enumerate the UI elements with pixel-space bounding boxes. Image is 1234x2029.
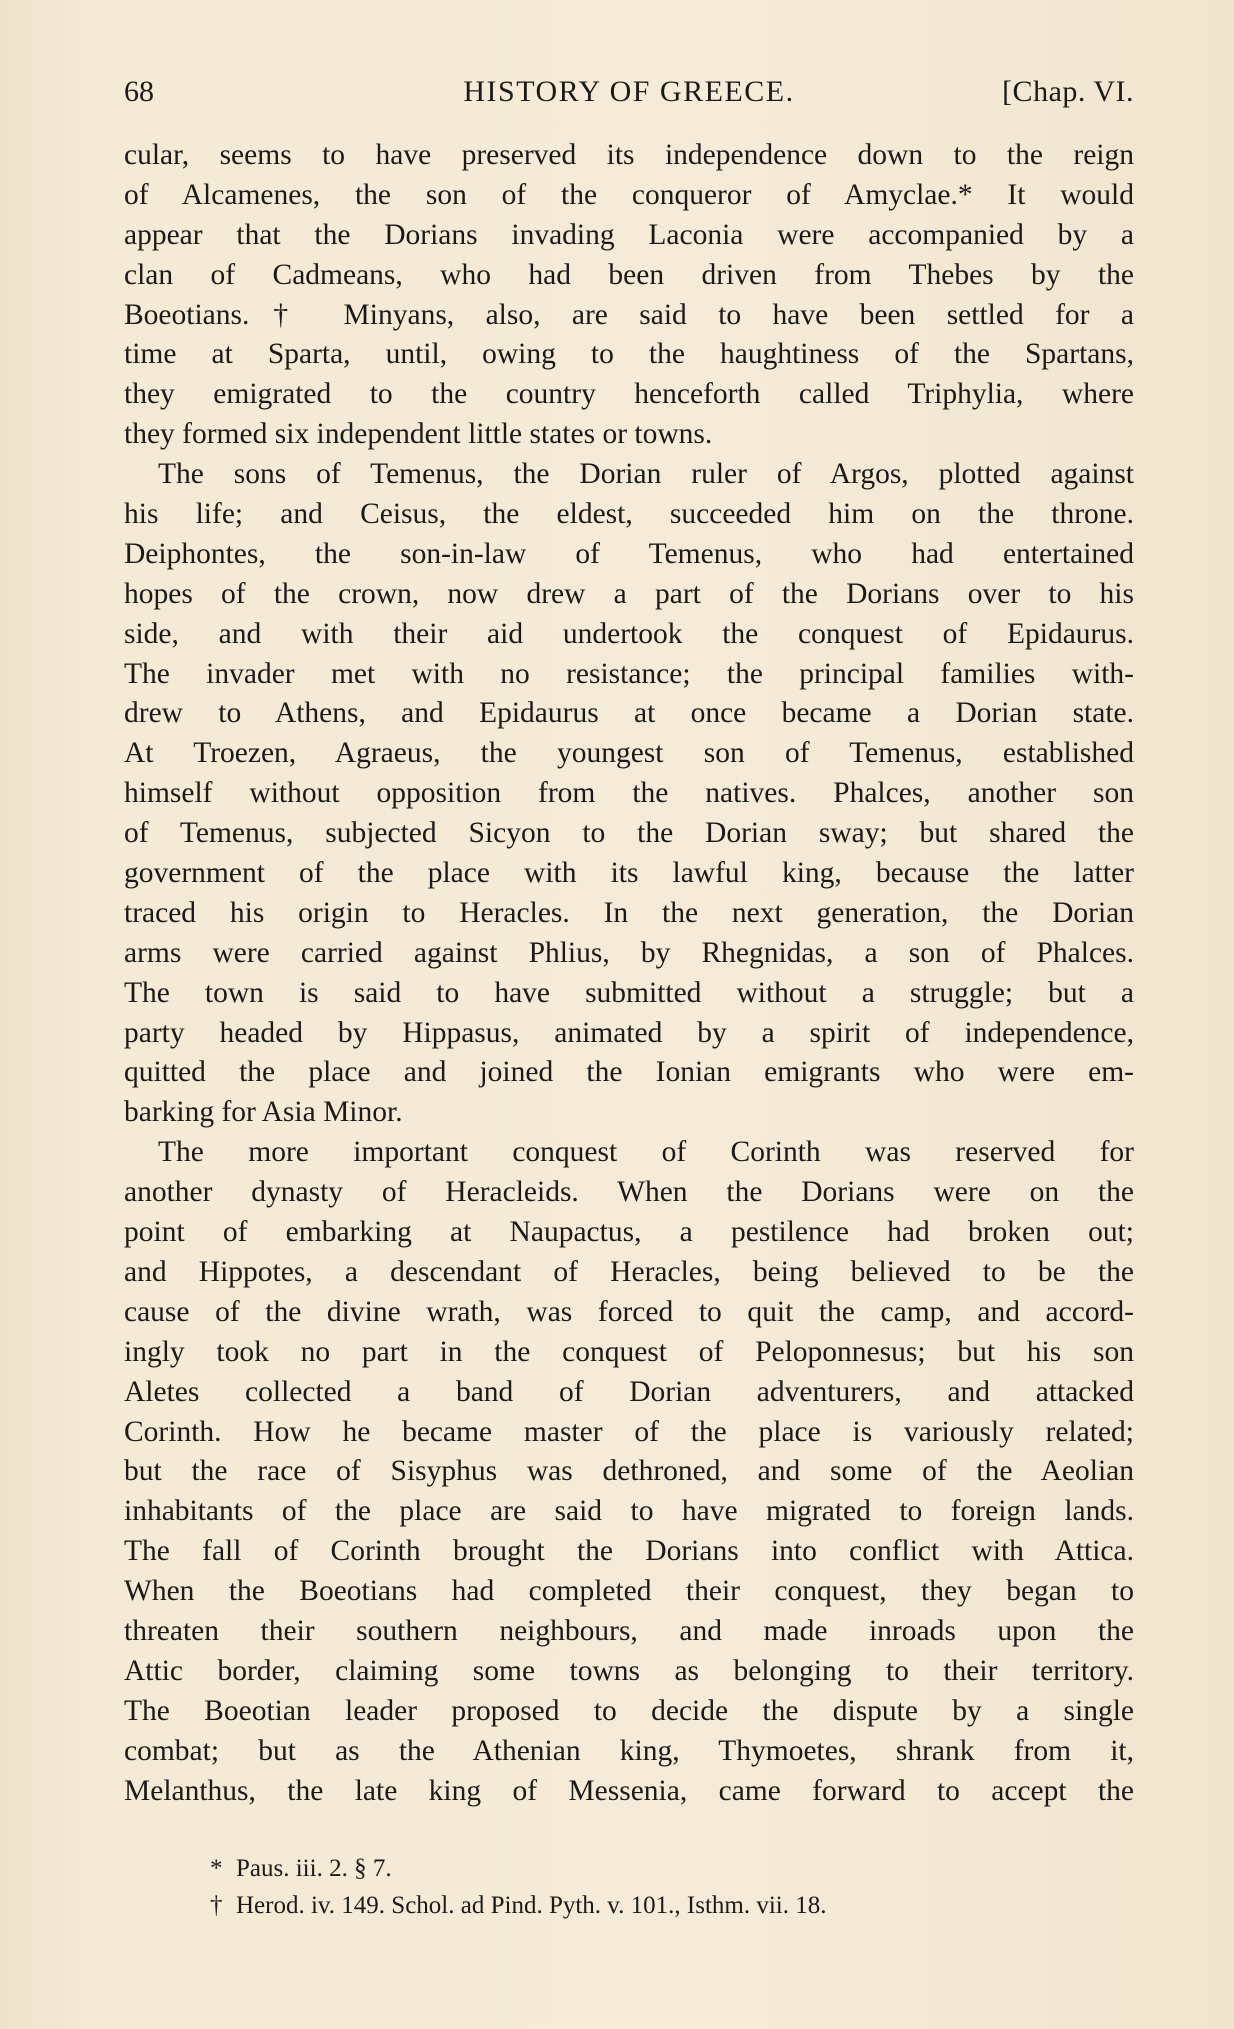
text-line: himself without opposition from the natives. Phalces, another son <box>124 777 1134 810</box>
text-line: At Troezen, Agraeus, the youngest son of Temenus, established <box>124 737 1134 770</box>
text-line: of Alcamenes, the son of the conqueror of Amyclae.* It would <box>124 178 1134 211</box>
running-title: HISTORY OF GREECE. <box>463 75 795 108</box>
text-line: hopes of the crown, now drew a part of the Dorians over to his <box>124 577 1134 610</box>
text-line: but the race of Sisyphus was dethroned, and some of the Aeolian <box>124 1455 1134 1488</box>
text-line: The more important conquest of Corinth was reserved for <box>158 1136 1134 1169</box>
text-line: barking for Asia Minor. <box>124 1096 403 1129</box>
text-line: Melanthus, the late king of Messenia, came forward to accept the <box>124 1774 1134 1807</box>
page-number: 68 <box>124 75 154 108</box>
text-line: arms were carried against Phlius, by Rhegnidas, a son of Phalces. <box>124 936 1134 969</box>
text-line: traced his origin to Heracles. In the next generation, the Dorian <box>124 896 1134 929</box>
text-line: Attic border, claiming some towns as belonging to their territory. <box>124 1654 1134 1687</box>
text-line: The sons of Temenus, the Dorian ruler of Argos, plotted against <box>158 458 1134 491</box>
body-text <box>124 136 1134 1811</box>
text-line: cular, seems to have preserved its independence down to the reign <box>124 139 1134 171</box>
text-line: The Boeotian leader proposed to decide the dispute by a single <box>124 1694 1134 1727</box>
text-line: The town is said to have submitted without a struggle; but a <box>124 976 1134 1009</box>
text-line: and Hippotes, a descendant of Heracles, being believed to be the <box>124 1255 1134 1288</box>
text-line: Aletes collected a band of Dorian adventurers, and attacked <box>124 1375 1134 1408</box>
text-line: When the Boeotians had completed their conquest, they began to <box>124 1575 1134 1608</box>
text-line: government of the place with its lawful king, because the latter <box>124 857 1134 890</box>
text-line: they formed six independent little states or towns. <box>124 418 713 451</box>
text-line: drew to Athens, and Epidaurus at once became a Dorian state. <box>124 697 1134 730</box>
running-header <box>124 70 1134 114</box>
footnote <box>210 1850 1110 1887</box>
text-line: side, and with their aid undertook the conquest of Epidaurus. <box>124 617 1134 650</box>
footnotes <box>210 1850 1110 1924</box>
footnote <box>210 1887 1110 1924</box>
text-line: threaten their southern neighbours, and made inroads upon the <box>124 1614 1134 1647</box>
text-line: appear that the Dorians invading Laconia were accompanied by a <box>124 218 1134 251</box>
text-line: cause of the divine wrath, was forced to quit the camp, and accord- <box>124 1295 1134 1328</box>
footnote-text: Paus. iii. 2. § 7. <box>236 1855 392 1882</box>
footnote-mark: † <box>210 1892 223 1919</box>
text-line: ingly took no part in the conquest of Peloponnesus; but his son <box>124 1335 1134 1368</box>
text-line: point of embarking at Naupactus, a pestilence had broken out; <box>124 1216 1134 1249</box>
footnote-text: Herod. iv. 149. Schol. ad Pind. Pyth. v. 101., Isthm. vii. 18. <box>236 1892 827 1919</box>
text-line: The fall of Corinth brought the Dorians into conflict with Attica. <box>124 1535 1134 1568</box>
text-line: time at Sparta, until, owing to the haughtiness of the Spartans, <box>124 338 1134 371</box>
chapter-label: [Chap. VI. <box>1002 75 1134 108</box>
text-line: Corinth. How he became master of the place is variously related; <box>124 1415 1134 1448</box>
text-line: of Temenus, subjected Sicyon to the Dorian sway; but shared the <box>124 817 1134 850</box>
text-line: Boeotians.† Minyans, also, are said to have been settled for a <box>124 298 1134 331</box>
text-line: party headed by Hippasus, animated by a spirit of independence, <box>124 1016 1134 1049</box>
text-line: another dynasty of Heracleids. When the Dorians were on the <box>124 1176 1134 1209</box>
text-line: his life; and Ceisus, the eldest, succeeded him on the throne. <box>124 498 1134 531</box>
text-line: clan of Cadmeans, who had been driven from Thebes by the <box>124 258 1134 291</box>
text-line: inhabitants of the place are said to have migrated to foreign lands. <box>124 1495 1134 1528</box>
footnote-mark: * <box>210 1855 223 1882</box>
text-line: they emigrated to the country henceforth called Triphylia, where <box>124 378 1134 411</box>
text-line: combat; but as the Athenian king, Thymoetes, shrank from it, <box>124 1734 1134 1767</box>
text-line: The invader met with no resistance; the principal families with- <box>124 657 1134 690</box>
text-line: Deiphontes, the son-in-law of Temenus, who had entertained <box>124 537 1134 570</box>
text-line: quitted the place and joined the Ionian emigrants who were em- <box>124 1056 1134 1089</box>
